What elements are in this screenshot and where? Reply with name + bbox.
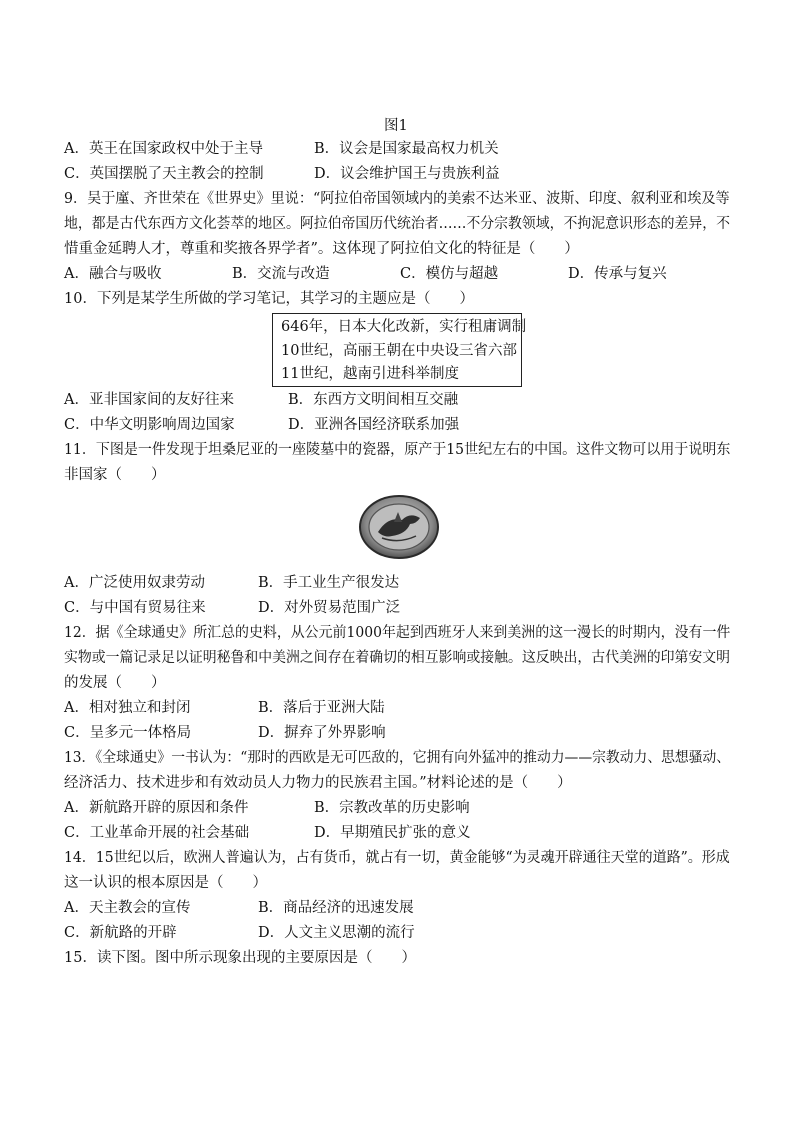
q12-option-a: A．相对独立和封闭 [64, 700, 191, 716]
q11-stem-line-1: 11．下图是一件发现于坦桑尼亚的一座陵墓中的瓷器，原产于15世纪左右的中国。这件文物可以用于说明东 [64, 442, 731, 458]
q9-stem-line-3: 惜重金延聘人才，尊重和奖掖各界学者”。这体现了阿拉伯文化的特征是（ ） [64, 241, 579, 257]
q9-stem-line-1: 9．吴于廑、齐世荣在《世界史》里说：“阿拉伯帝国领域内的美索不达米亚、波斯、印度、叙利亚和埃及等 [64, 191, 730, 207]
q13-option-d: D．早期殖民扩张的意义 [314, 825, 471, 841]
q12-option-d: D．摒弃了外界影响 [258, 725, 386, 741]
porcelain-artifact-image [358, 494, 440, 560]
q14-option-c: C．新航路的开辟 [64, 925, 177, 941]
q9-option-d: D．传承与复兴 [568, 266, 667, 282]
q10-option-c: C．中华文明影响周边国家 [64, 417, 235, 433]
q10-option-a: A．亚非国家间的友好往来 [64, 392, 234, 408]
q8-option-c: C．英国摆脱了天主教会的控制 [64, 166, 264, 182]
q8-option-a: A．英王在国家政权中处于主导 [64, 141, 263, 157]
q11-option-d: D．对外贸易范围广泛 [258, 600, 401, 616]
figure-caption: 图1 [384, 118, 408, 134]
q9-option-b: B．交流与改造 [232, 266, 330, 282]
q10-option-d: D．亚洲各国经济联系加强 [288, 417, 460, 433]
q12-stem-line-2: 实物或一篇记录足以证明秘鲁和中美洲之间存在着确切的相互影响或接触。这反映出，古代美洲的印第安文明 [64, 650, 731, 666]
q14-stem-line-2: 这一认识的根本原因是（ ） [64, 875, 267, 891]
q12-stem-line-3: 的发展（ ） [64, 675, 166, 691]
q13-stem-line-1: 13．《全球通史》一书认为：“那时的西欧是无可匹敌的，它拥有向外猛冲的推动力——宗教动力、思想骚动、 [64, 750, 731, 766]
q10-option-b: B．东西方文明间相互交融 [288, 392, 459, 408]
q11-stem-line-2: 非国家（ ） [64, 467, 166, 483]
q11-option-b: B．手工业生产很发达 [258, 575, 400, 591]
q14-option-b: B．商品经济的迅速发展 [258, 900, 414, 916]
note-item: 646年，日本大化改新，实行租庸调制 [281, 319, 527, 335]
q13-option-c: C．工业革命开展的社会基础 [64, 825, 250, 841]
q15-stem: 15．读下图。图中所示现象出现的主要原因是（ ） [64, 950, 416, 966]
q12-option-c: C．呈多元一体格局 [64, 725, 192, 741]
q9-stem-line-2: 地，都是古代东西方文化荟萃的地区。阿拉伯帝国历代统治者……不分宗教领域，不拘泥意识形态的差异，不 [64, 216, 731, 232]
q12-option-b: B．落后于亚洲大陆 [258, 700, 385, 716]
q8-option-d: D．议会维护国王与贵族利益 [314, 166, 500, 182]
q11-option-c: C．与中国有贸易往来 [64, 600, 206, 616]
q13-option-a: A．新航路开辟的原因和条件 [64, 800, 249, 816]
q9-option-c: C．模仿与超越 [400, 266, 499, 282]
q9-option-a: A．融合与吸收 [64, 266, 162, 282]
q13-option-b: B．宗教改革的历史影响 [314, 800, 470, 816]
q14-option-d: D．人文主义思潮的流行 [258, 925, 415, 941]
q12-stem-line-1: 12．据《全球通史》所汇总的史料，从公元前1000年起到西班牙人来到美洲的这一漫长的时期内，没有一件 [64, 625, 731, 641]
q10-stem: 10．下列是某学生所做的学习笔记，其学习的主题应是（ ） [64, 291, 474, 307]
q8-option-b: B．议会是国家最高权力机关 [314, 141, 499, 157]
q14-stem-line-1: 14．15世纪以后，欧洲人普遍认为，占有货币，就占有一切，黄金能够“为灵魂开辟通往天堂的道路”。形成 [64, 850, 730, 866]
q14-option-a: A．天主教会的宣传 [64, 900, 191, 916]
study-notes-box [272, 313, 527, 387]
q13-stem-line-2: 经济活力、技术进步和有效动员人力物力的民族君主国。”材料论述的是（ ） [64, 775, 572, 791]
q11-option-a: A．广泛使用奴隶劳动 [64, 575, 205, 591]
note-item: 11世纪，越南引进科举制度 [281, 366, 459, 382]
note-item: 10世纪，高丽王朝在中央设三省六部 [281, 342, 517, 359]
